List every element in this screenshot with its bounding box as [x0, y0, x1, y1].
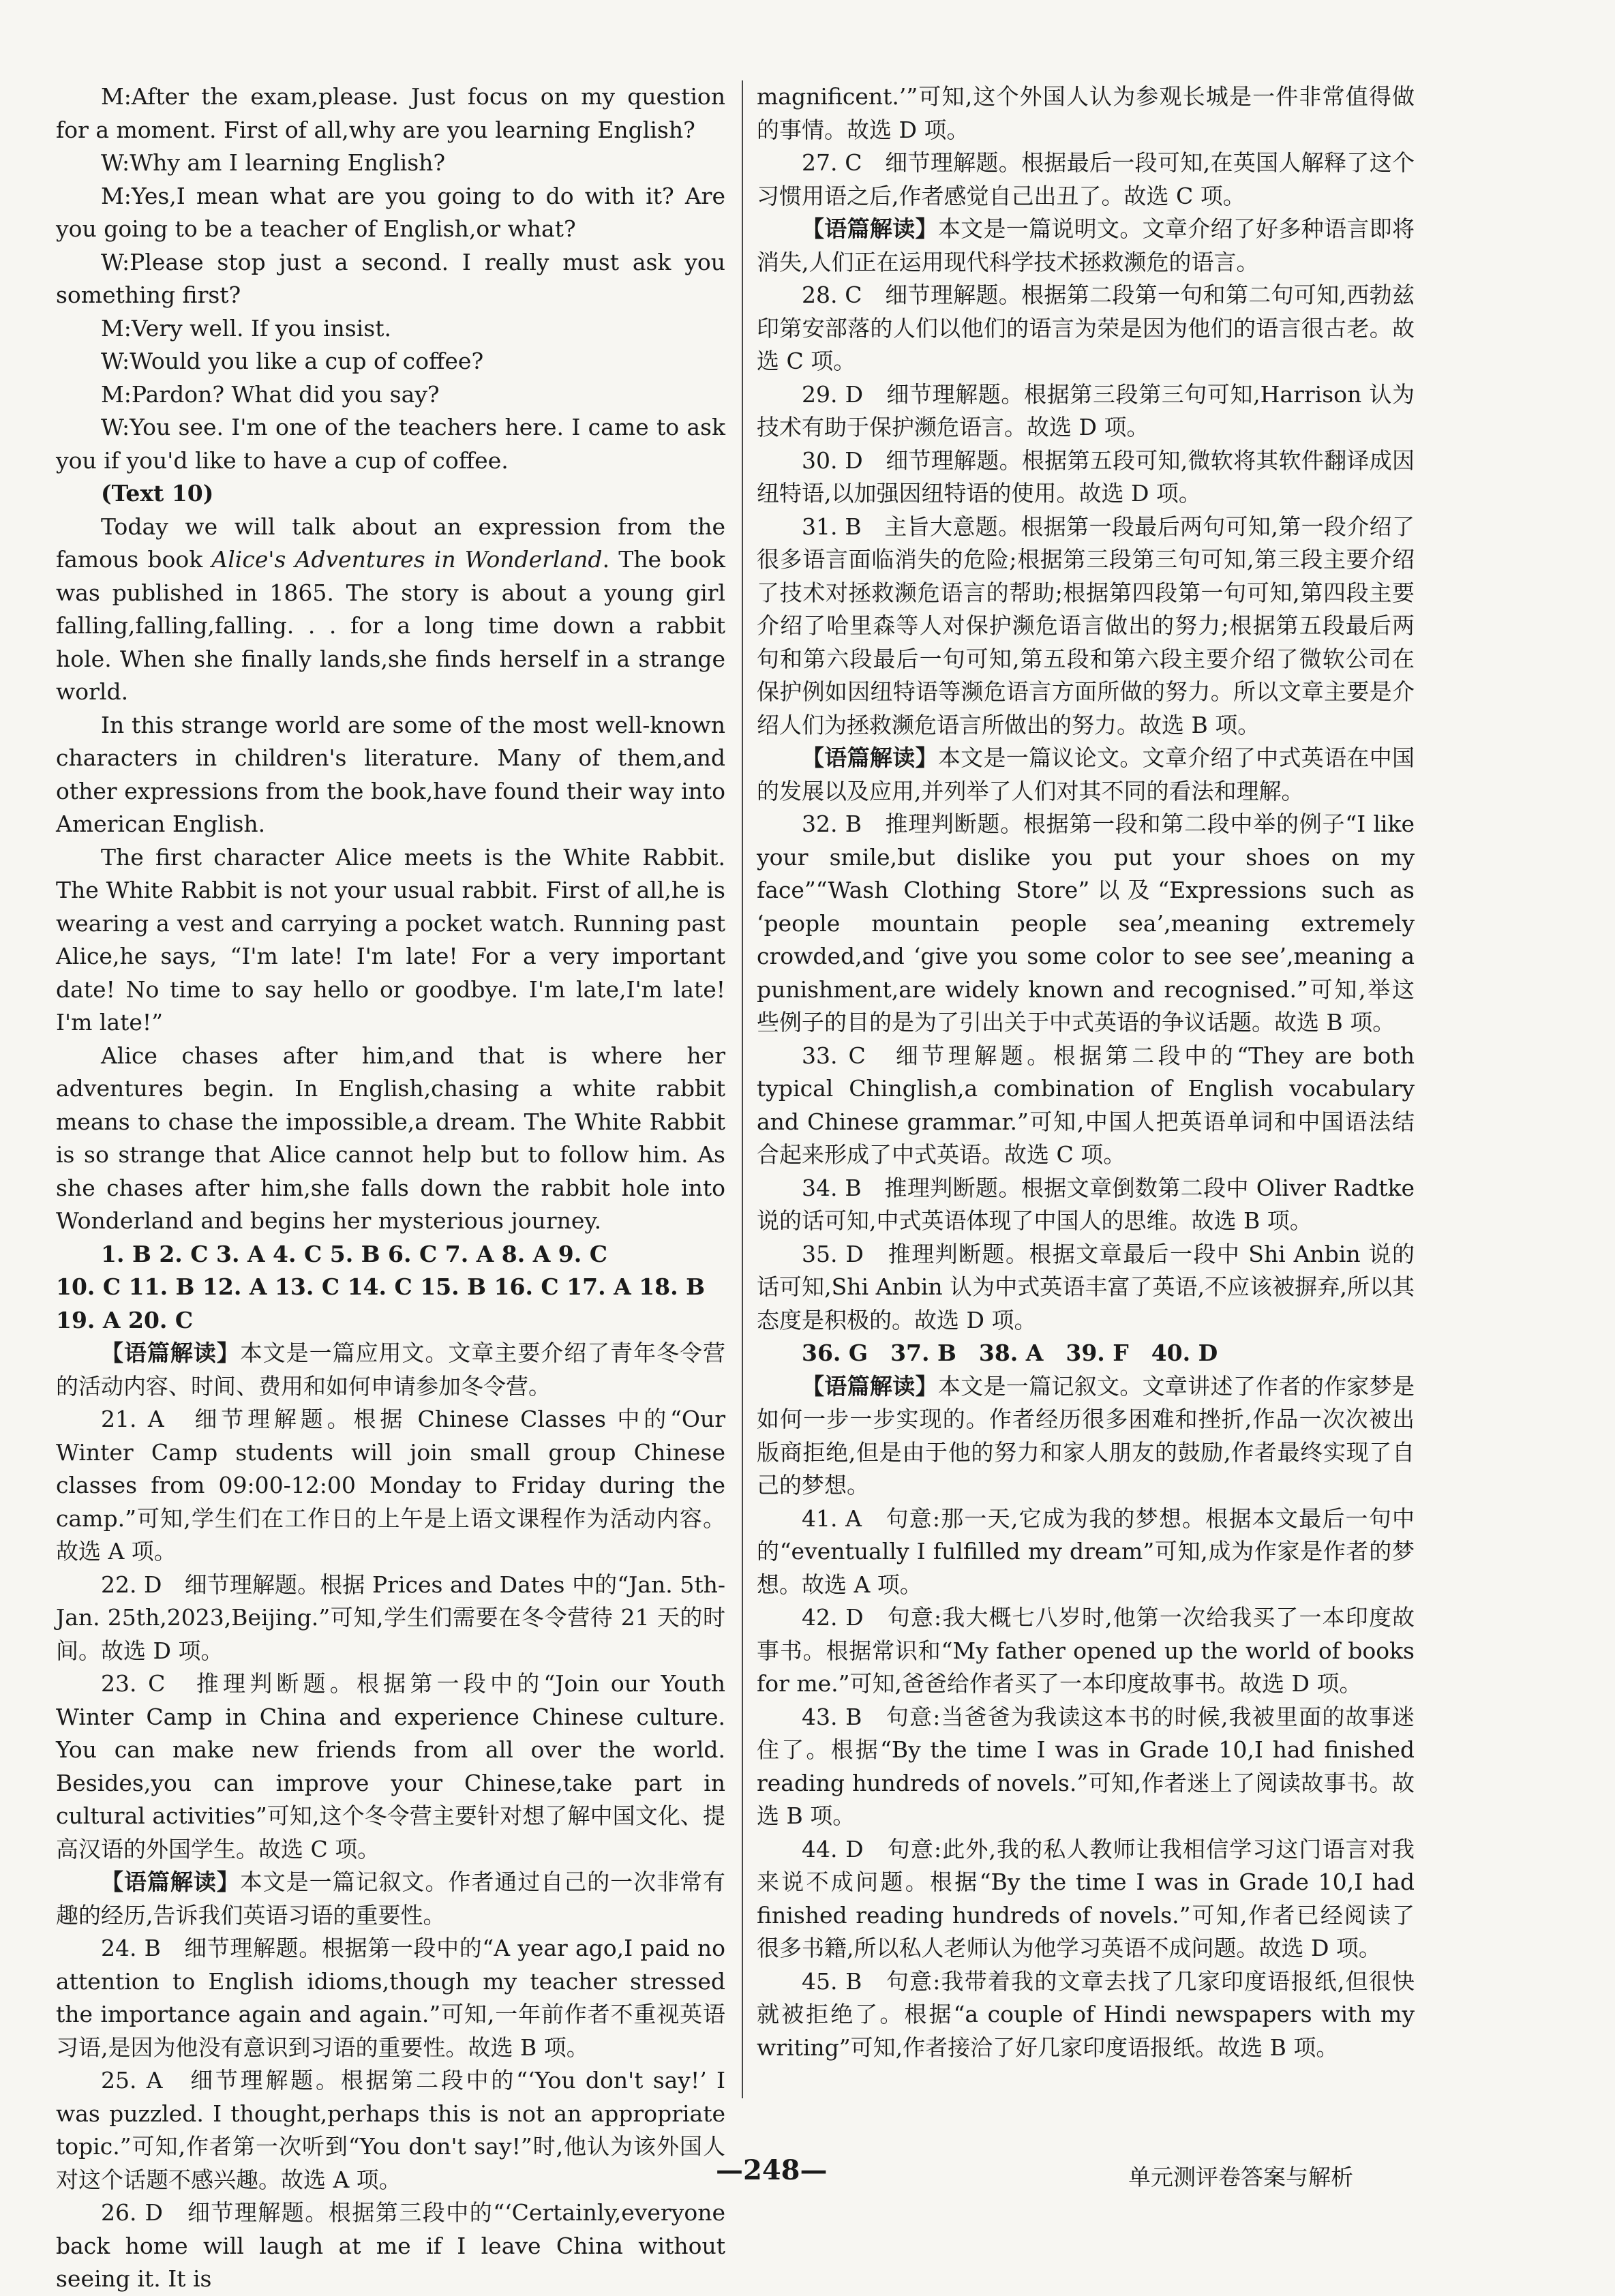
analysis-text: 本文是一篇记叙文。作者通过自己的一次非常有趣的经历,告诉我们英语习语的重要性。 — [56, 1869, 726, 1929]
dialogue-line: W:Please stop just a second. I really must ask you something first? — [56, 248, 725, 308]
analysis-tag: 【语篇解读】 — [802, 1372, 938, 1400]
question-explanation: 25. A 细节理解题。根据第二段中的“‘You don't say!’ I was puzzled. I thought,perhaps this is not an appropriate topic.”可知,作者第一次听到“You don't say!”时,他认为该外国人对这个话题不感兴趣。故选 A 项。 — [56, 2067, 725, 2193]
dialogue-line: W:You see. I'm one of the teachers here. I came to ask you if you'd like to have a cup of coffee. — [56, 414, 725, 474]
question-explanation: 42. D 句意:我大概七八岁时,他第一次给我买了一本印度故事书。根据常识和“My father opened up the world of books for me.”可知,爸爸给作者买了一本印度故事书。故选 D 项。 — [757, 1604, 1415, 1697]
book-title: Alice's Adventures in Wonderland — [211, 546, 603, 573]
question-explanation: 21. A 细节理解题。根据 Chinese Classes 中的“Our Winter Camp students will join small group Chinese classes from 09:00-12:00 Monday to Friday during the camp.”可知,学生们在工作日的上午是上语文课程作为活动内容。故选 A 项。 — [56, 1406, 725, 1565]
answer-row: 10. C 11. B 12. A 13. C 14. C 15. B 16. C 17. A 18. B — [56, 1273, 705, 1300]
question-explanation: 41. A 句意:那一天,它成为我的梦想。根据本文最后一句中的“eventually I fulfilled my dream”可知,成为作家是作者的梦想。故选 A 项。 — [757, 1505, 1415, 1598]
analysis-tag: 【语篇解读】 — [802, 744, 938, 771]
question-explanation: 45. B 句意:我带着我的文章去找了几家印度语报纸,但很快就被拒绝了。根据“a couple of Hindi newspapers with my writing”可知,作者接洽了好几家印度语报纸。故选 B 项。 — [757, 1967, 1415, 2061]
answer-row: 36. G 37. B 38. A 39. F 40. D — [802, 1340, 1218, 1366]
analysis-text: 本文是一篇说明文。文章介绍了好多种语言即将消失,人们正在运用现代科学技术拯救濒危的语言。 — [757, 215, 1415, 275]
text10-heading: (Text 10) — [101, 480, 214, 507]
analysis-text: 本文是一篇议论文。文章介绍了中式英语在中国的发展以及应用,并列举了人们对其不同的看法和理解。 — [757, 744, 1415, 804]
passage-analysis — [757, 213, 1415, 279]
analysis-tag: 【语篇解读】 — [101, 1340, 240, 1366]
dialogue-line: M:Very well. If you insist. — [101, 314, 391, 342]
analysis-text: 本文是一篇记叙文。文章讲述了作者的作家梦是如何一步一步实现的。作者经历很多困难和挫折,作品一次次被出版商拒绝,但是由于他的努力和家人朋友的鼓励,作者最终实现了自己的梦想。 — [757, 1372, 1415, 1498]
dialogue-line: M:Pardon? What did you say? — [101, 380, 440, 408]
question-explanation: 23. C 推理判断题。根据第一段中的“Join our Youth Winter Camp in China and experience Chinese culture. You can make new friends from all over the world. Besides,you can improve your Chinese,take part in cultural activities”可知,这个冬令营主要针对想了解中国文化、提高汉语的外国学生。故选 C 项。 — [56, 1670, 725, 1862]
analysis-tag: 【语篇解读】 — [101, 1869, 240, 1895]
text10-paragraph: In this strange world are some of the most well-known characters in children's literature. Many of them,and other expressions from the book,have found their way into American English. — [56, 711, 725, 837]
question-explanation: 43. B 句意:当爸爸为我读这本书的时候,我被里面的故事迷住了。根据“By the time I was in Grade 10,I had finished reading hundreds of novels.”可知,作者迷上了阅读故事书。故选 B 项。 — [757, 1703, 1415, 1829]
question-explanation: 28. C 细节理解题。根据第二段第一句和第二句可知,西勃兹印第安部落的人们以他们的语言为荣是因为他们的语言很古老。故选 C 项。 — [757, 282, 1415, 374]
analysis-tag: 【语篇解读】 — [802, 215, 938, 242]
question-explanation: 33. C 细节理解题。根据第二段中的“They are both typical Chinglish,a combination of English vocabulary and Chinese grammar.”可知,中国人把英语单词和中国语法结合起来形成了中式英语。故选 C 项。 — [757, 1042, 1415, 1168]
answer-row: 1. B 2. C 3. A 4. C 5. B 6. C 7. A 8. A 9. C — [101, 1240, 608, 1267]
question-explanation: 30. D 细节理解题。根据第五段可知,微软将其软件翻译成因纽特语,以加强因纽特语的使用。故选 D 项。 — [757, 447, 1415, 507]
question-explanation: 35. D 推理判断题。根据文章最后一段中 Shi Anbin 说的话可知,Shi Anbin 认为中式英语丰富了英语,不应该被摒弃,所以其态度是积极的。故选 D 项。 — [757, 1240, 1415, 1333]
answer-row: 19. A 20. C — [56, 1306, 194, 1333]
passage-analysis — [56, 1337, 725, 1403]
right-column — [757, 80, 1415, 2064]
question-explanation: 32. B 推理判断题。根据第一段和第二段中举的例子“I like your smile,but dislike you put your shoes on my face”“Wash Clothing Store”以及“Expressions such as ‘people mountain people sea’,meaning extremely crowded,and ‘give you some color to see see’,meaning a punishment,are widely known and recognised.”可知,举这些例子的目的是为了引出关于中式英语的争议话题。故选 B 项。 — [757, 811, 1415, 1036]
question-explanation-continued: magnificent.’”可知,这个外国人认为参观长城是一件非常值得做的事情。故选 D 项。 — [757, 83, 1415, 143]
question-explanation: 26. D 细节理解题。根据第三段中的“‘Certainly,everyone back home will laugh at me if I leave China without seeing it. It is — [56, 2199, 725, 2292]
dialogue-line: W:Why am I learning English? — [101, 149, 446, 176]
column-divider — [742, 80, 743, 2098]
left-column — [56, 80, 725, 2296]
text10-paragraph: Alice chases after him,and that is where her adventures begin. In English,chasing a white rabbit means to chase the impossible,a dream. The White Rabbit is so strange that Alice cannot help but to follow him. As she chases after him,she falls down the rabbit hole into Wonderland and begins her mysterious journey. — [56, 1042, 725, 1234]
section-label: 单元测评卷答案与解析 — [1128, 2164, 1353, 2190]
passage-analysis — [56, 1866, 725, 1932]
dialogue-line: M:Yes,I mean what are you going to do with it? Are you going to be a teacher of English,or what? — [56, 182, 725, 242]
question-explanation: 44. D 句意:此外,我的私人教师让我相信学习这门语言对我来说不成问题。根据“By the time I was in Grade 10,I had finished reading hundreds of novels.”可知,作者已经阅读了很多书籍,所以私人老师认为他学习英语不成问题。故选 D 项。 — [757, 1835, 1415, 1961]
page-number: —248— — [716, 2154, 828, 2186]
text10-paragraph — [56, 511, 725, 709]
question-explanation: 34. B 推理判断题。根据文章倒数第二段中 Oliver Radtke 说的话可知,中式英语体现了中国人的思维。故选 B 项。 — [757, 1174, 1415, 1234]
text10-paragraph: The first character Alice meets is the White Rabbit. The White Rabbit is not your usual rabbit. First of all,he is wearing a vest and carrying a pocket watch. Running past Alice,he says, “I'm late! I'm late! For a very important date! No time to say hello or goodbye. I'm late,I'm late! I'm late!” — [56, 843, 725, 1036]
passage-analysis — [757, 742, 1415, 808]
question-explanation: 22. D 细节理解题。根据 Prices and Dates 中的“Jan. 5th-Jan. 25th,2023,Beijing.”可知,学生们需要在冬令营待 21 天的时间。故选 D 项。 — [56, 1571, 725, 1664]
question-explanation: 31. B 主旨大意题。根据第一段最后两句可知,第一段介绍了很多语言面临消失的危险;根据第三段第三句可知,第三段主要介绍了技术对拯救濒危语言的帮助;根据第四段第一句可知,第四段主要介绍了哈里森等人对保护濒危语言做出的努力;根据第五段最后两句和第六段最后一句可知,第五段和第六段主要介绍了微软公司在保护例如因纽特语等濒危语言方面所做的努力。所以文章主要是介绍人们为拯救濒危语言所做出的努力。故选 B 项。 — [757, 513, 1415, 738]
question-explanation: 24. B 细节理解题。根据第一段中的“A year ago,I paid no attention to English idioms,though my teacher stressed the importance again and again.”可知,一年前作者不重视英语习语,是因为他没有意识到习语的重要性。故选 B 项。 — [56, 1935, 725, 2061]
question-explanation: 27. C 细节理解题。根据最后一段可知,在英国人解释了这个习惯用语之后,作者感觉自己出丑了。故选 C 项。 — [757, 149, 1415, 209]
text10-p1-part: . The book was published in 1865. The story is about a young girl falling,falling,falling. . . for a long time down a rabbit hole. When she finally lands,she finds herself in a strange world. — [56, 546, 725, 705]
dialogue-line: W:Would you like a cup of coffee? — [101, 348, 484, 374]
dialogue-line: M:After the exam,please. Just focus on my question for a moment. First of all,why are you learning English? — [56, 83, 725, 143]
text10-p1-part: Today we will talk about an expression from the famous book — [56, 513, 725, 573]
analysis-text: 本文是一篇应用文。文章主要介绍了青年冬令营的活动内容、时间、费用和如何申请参加冬令营。 — [56, 1340, 726, 1400]
passage-analysis — [757, 1370, 1415, 1502]
question-explanation: 29. D 细节理解题。根据第三段第三句可知,Harrison 认为技术有助于保护濒危语言。故选 D 项。 — [757, 380, 1415, 440]
